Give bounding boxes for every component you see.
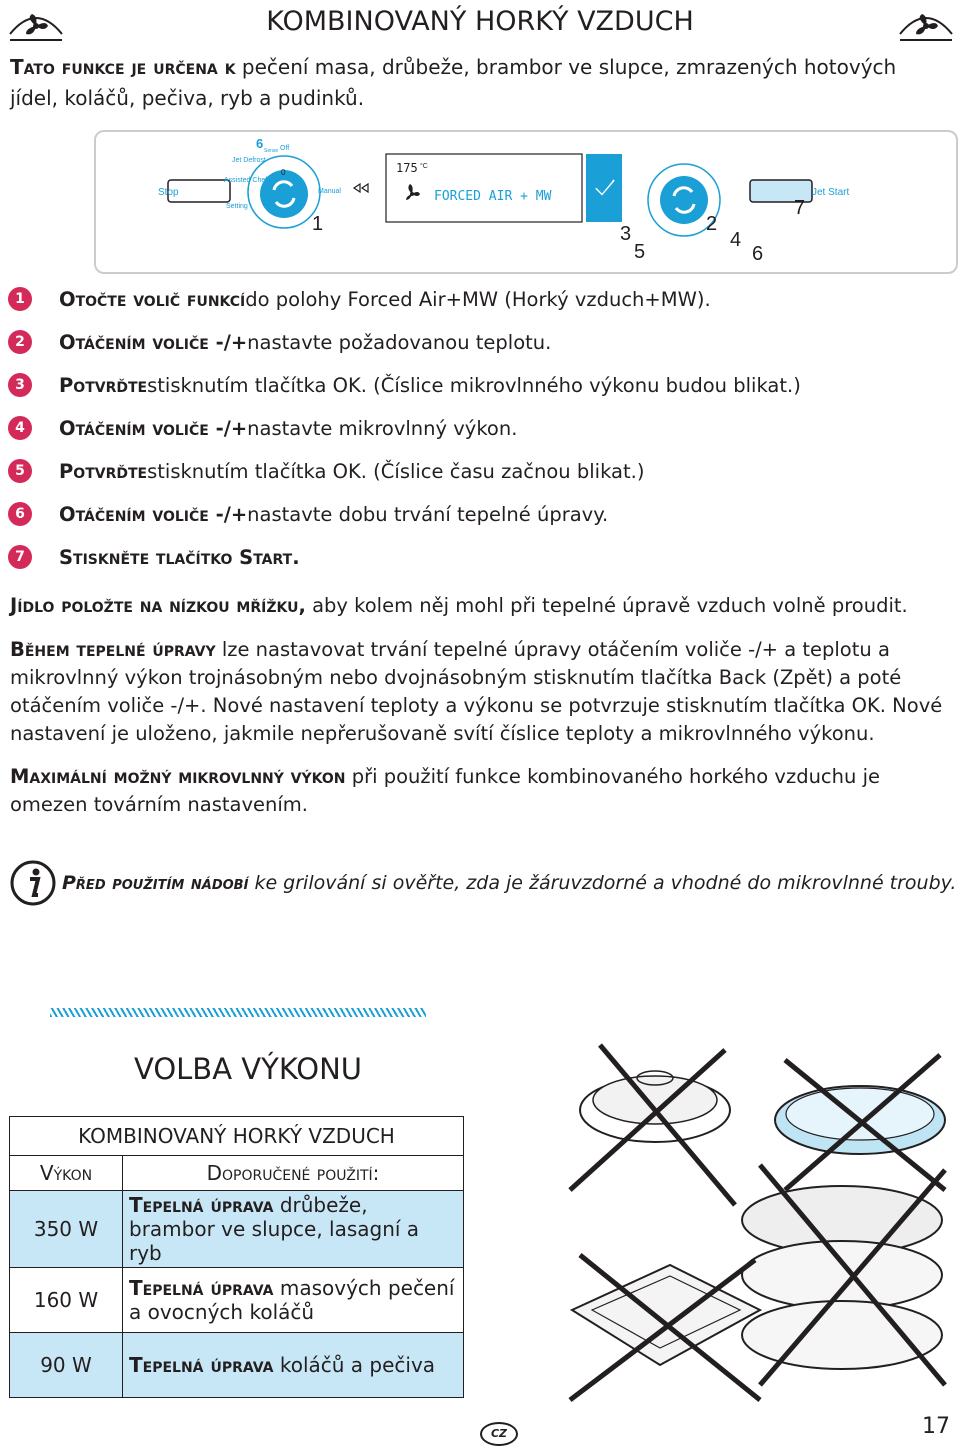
step-text: nastavte požadovanou teplotu. bbox=[247, 330, 552, 354]
use-cell bbox=[123, 1191, 464, 1268]
intro-lead: Tato funkce je určena k bbox=[10, 55, 236, 79]
language-badge: CZ bbox=[480, 1422, 518, 1446]
use-text: drůbeže, brambor ve slupce, lasagní a ryb bbox=[129, 1193, 420, 1265]
tip-text bbox=[62, 872, 956, 894]
callout: 5 bbox=[634, 241, 646, 263]
use-lead: Tepelná úprava bbox=[129, 1276, 274, 1300]
step-lead: Potvrďte bbox=[59, 373, 148, 397]
callout: 7 bbox=[794, 197, 806, 219]
step-text: stisknutím tlačítka OK. (Číslice času začnou blikat.) bbox=[147, 459, 645, 483]
knob-label: Assisted Chef bbox=[224, 177, 268, 184]
note-lead: Během tepelné úpravy bbox=[10, 638, 216, 661]
step-text: nastavte mikrovlnný výkon. bbox=[247, 416, 518, 440]
back-button[interactable] bbox=[354, 184, 368, 192]
step-number: 3 bbox=[8, 373, 32, 397]
control-panel-drawing bbox=[96, 132, 956, 272]
control-panel bbox=[94, 130, 958, 274]
display-text: FORCED AIR + MW bbox=[434, 189, 552, 204]
callout: 1 bbox=[312, 213, 324, 235]
sense-number: 6 bbox=[256, 136, 264, 151]
step-1 bbox=[8, 283, 711, 315]
step-7 bbox=[8, 541, 300, 573]
info-icon bbox=[10, 860, 56, 906]
power-value: 90 W bbox=[10, 1333, 123, 1398]
stop-label: Stop bbox=[158, 187, 179, 198]
callout: 6 bbox=[752, 243, 764, 265]
jet-start-label: Jet Start bbox=[812, 187, 850, 198]
step-text: stisknutím tlačítka OK. (Číslice mikrovlnného výkonu budou blikat.) bbox=[147, 373, 801, 397]
page-number: 17 bbox=[922, 1414, 950, 1439]
step-lead: Otáčením voliče -/+ bbox=[59, 330, 248, 354]
step-text: nastavte dobu trvání tepelné úpravy. bbox=[247, 502, 609, 526]
note-lead: Maximální možný mikrovlnný výkon bbox=[10, 765, 346, 788]
note-rack bbox=[10, 592, 950, 620]
step-lead: Otočte volič funkcí bbox=[59, 287, 246, 311]
table-row bbox=[10, 1333, 464, 1398]
step-number: 6 bbox=[8, 502, 32, 526]
knob-label: 0 bbox=[281, 168, 286, 177]
fan-icon bbox=[406, 184, 420, 200]
step-lead: Potvrďte bbox=[59, 459, 148, 483]
table-title: KOMBINOVANÝ HORKÝ VZDUCH bbox=[10, 1117, 464, 1156]
note-lead: Jídlo položte na nízkou mřížku, bbox=[10, 594, 306, 617]
step-4 bbox=[8, 412, 517, 444]
divider-hatch bbox=[50, 1008, 426, 1017]
note-text: lze nastavovat trvání tepelné úpravy otáčením voliče -/+ a teplotu a mikrovlnný výkon trojnásobným nebo dvojnásobným stisknutím tlačítka Back (Zpět) a poté otáčením voliče -/+. Nové nastavení teploty a výkonu se potvrzuje stisknutím tlačítka OK. Nové nastavení je uloženo, jakmile nepřerušovaně svítí číslice teploty a mikrovlnného výkonu. bbox=[10, 638, 943, 745]
step-text: do polohy Forced Air+MW (Horký vzduch+MW). bbox=[245, 287, 711, 311]
note-text: aby kolem něj mohl při tepelné úpravě vzduch volně proudit. bbox=[305, 594, 908, 617]
column-header: Doporučené použití: bbox=[123, 1156, 464, 1191]
intro-text: pečení masa, drůbeže, brambor ve slupce, zmrazených hotových jídel, koláčů, pečiva, ryb a pudinků. bbox=[10, 55, 897, 110]
sense-label: Sense bbox=[264, 148, 279, 154]
table-row bbox=[10, 1191, 464, 1268]
step-number: 7 bbox=[8, 545, 32, 569]
tip-lead: Před použitím nádobí bbox=[62, 872, 249, 894]
use-text: masových pečení a ovocných koláčů bbox=[129, 1276, 455, 1324]
display-unit: °C bbox=[420, 163, 428, 170]
step-lead: Otáčením voliče -/+ bbox=[59, 502, 248, 526]
power-value: 160 W bbox=[10, 1268, 123, 1333]
display-temperature: 175 bbox=[396, 161, 418, 175]
section-heading: VOLBA VÝKONU bbox=[134, 1052, 362, 1086]
step-5 bbox=[8, 455, 644, 487]
step-number: 2 bbox=[8, 330, 32, 354]
step-3 bbox=[8, 369, 801, 401]
table-row bbox=[10, 1268, 464, 1333]
step-number: 1 bbox=[8, 287, 32, 311]
power-table bbox=[9, 1116, 464, 1398]
knob-label: Off bbox=[280, 145, 290, 152]
use-cell bbox=[123, 1268, 464, 1333]
table-row bbox=[10, 1156, 464, 1191]
steamer-icon bbox=[742, 1186, 942, 1369]
unsuitable-cookware-illustration bbox=[560, 1040, 955, 1410]
callout: 3 bbox=[620, 223, 632, 245]
use-lead: Tepelná úprava bbox=[129, 1353, 274, 1377]
table-row bbox=[10, 1117, 464, 1156]
knob-label: Setting bbox=[226, 203, 248, 210]
use-lead: Tepelná úprava bbox=[129, 1193, 274, 1217]
note-max-power bbox=[10, 763, 950, 819]
use-text: koláčů a pečiva bbox=[273, 1353, 436, 1377]
note-text: při použití funkce kombinovaného horkého vzduchu je omezen továrním nastavením. bbox=[10, 765, 880, 816]
callout: 4 bbox=[730, 229, 742, 251]
column-header: Výkon bbox=[10, 1156, 123, 1191]
plus-minus-knob[interactable] bbox=[660, 176, 708, 224]
intro-paragraph bbox=[10, 52, 940, 114]
note-during-cooking bbox=[10, 636, 950, 748]
callout: 2 bbox=[706, 213, 718, 235]
step-number: 4 bbox=[8, 416, 32, 440]
knob-label: Manual bbox=[318, 188, 341, 195]
function-knob[interactable] bbox=[260, 170, 308, 218]
tip-body: ke grilování si ověřte, zda je žáruvzdorné a vhodné do mikrovlnné trouby. bbox=[248, 872, 957, 894]
page-title: KOMBINOVANÝ HORKÝ VZDUCH bbox=[266, 6, 694, 37]
step-lead: Otáčením voliče -/+ bbox=[59, 416, 248, 440]
step-2 bbox=[8, 326, 551, 358]
step-lead: Stiskněte tlačítko Start. bbox=[59, 545, 300, 569]
knob-label: Jet Defrost bbox=[232, 157, 266, 164]
step-number: 5 bbox=[8, 459, 32, 483]
ok-button[interactable] bbox=[586, 154, 622, 222]
power-value: 350 W bbox=[10, 1191, 123, 1268]
step-6 bbox=[8, 498, 608, 530]
use-cell bbox=[123, 1333, 464, 1398]
